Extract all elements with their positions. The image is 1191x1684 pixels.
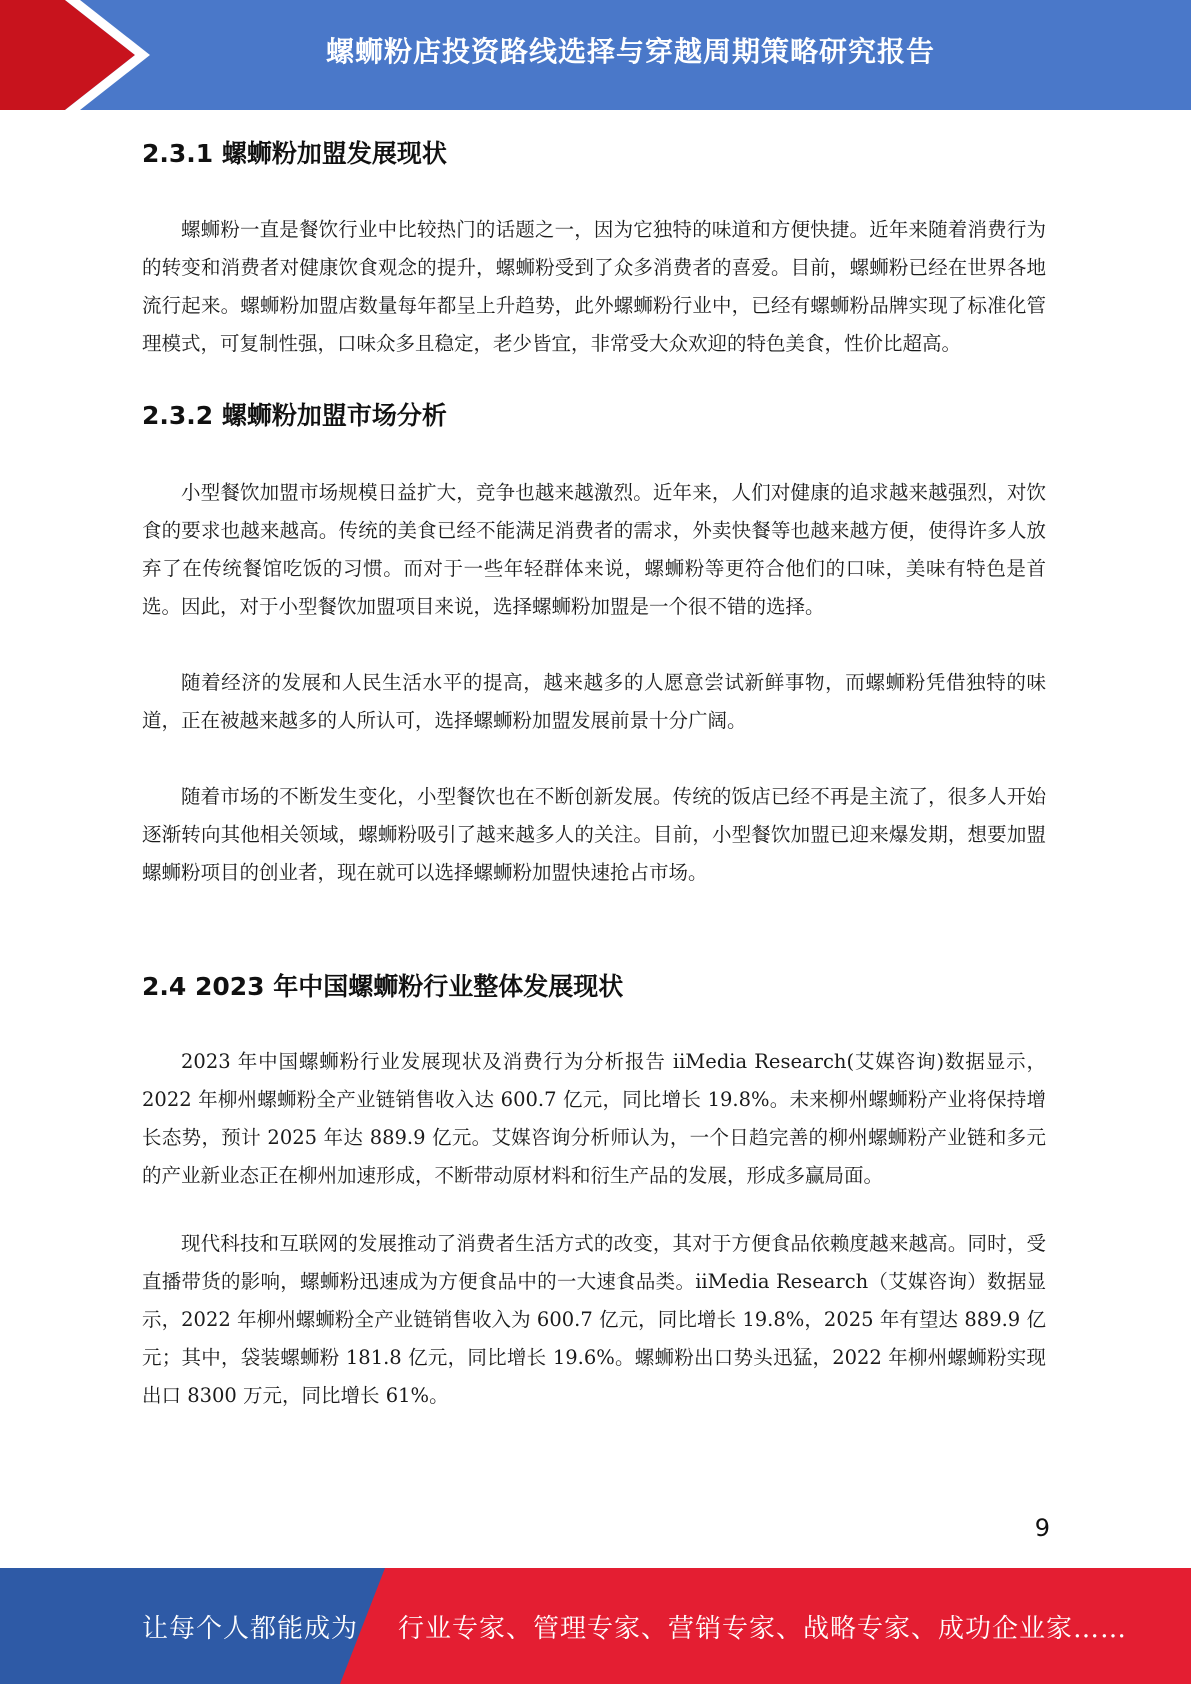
paragraph: 小型餐饮加盟市场规模日益扩大，竞争也越来越激烈。近年来，人们对健康的追求越来越强烈，对饮食的要求也越来越高。传统的美食已经不能满足消费者的需求，外卖快餐等也越来越方便，使得许多人放弃了在传统餐馆吃饭的习惯。而对于一些年轻群体来说，螺蛳粉等更符合他们的口味，美味有特色是首选。因此，对于小型餐饮加盟项目来说，选择螺蛳粉加盟是一个很不错的选择。 — [142, 481, 1046, 618]
page-number: 9 — [1034, 1514, 1050, 1542]
paragraph: 2023 年中国螺蛳粉行业发展现状及消费行为分析报告 iiMedia Research(艾媒咨询)数据显示，2022 年柳州螺蛳粉全产业链销售收入达 600.7 亿元，同比增长 19.8%。未来柳州螺蛳粉产业将保持增长态势，预计 2025 年达 889.9 亿元。艾媒咨询分析师认为，一个日趋完善的柳州螺蛳粉产业链和多元的产业新业态正在柳州加速形成，不断带动原材料和衍生产品的发展，形成多赢局面。 — [142, 1050, 1046, 1187]
paragraph: 随着市场的不断发生变化，小型餐饮也在不断创新发展。传统的饭店已经不再是主流了，很多人开始逐渐转向其他相关领域，螺蛳粉吸引了越来越多人的关注。目前，小型餐饮加盟已迎来爆发期，想要加盟螺蛳粉项目的创业者，现在就可以选择螺蛳粉加盟快速抢占市场。 — [142, 785, 1046, 884]
section-heading-2-3-1: 2.3.1 螺蛳粉加盟发展现状 — [142, 139, 447, 168]
paragraph: 螺蛳粉一直是餐饮行业中比较热门的话题之一，因为它独特的味道和方便快捷。近年来随着消费行为的转变和消费者对健康饮食观念的提升，螺蛳粉受到了众多消费者的喜爱。目前，螺蛳粉已经在世界各地流行起来。螺蛳粉加盟店数量每年都呈上升趋势，此外螺蛳粉行业中，已经有螺蛳粉品牌实现了标准化管理模式，可复制性强，口味众多且稳定，老少皆宜，非常受大众欢迎的特色美食，性价比超高。 — [142, 218, 1046, 355]
document-body — [142, 118, 1046, 1415]
paragraph: 随着经济的发展和人民生活水平的提高，越来越多的人愿意尝试新鲜事物，而螺蛳粉凭借独特的味道，正在被越来越多的人所认可，选择螺蛳粉加盟发展前景十分广阔。 — [142, 671, 1046, 732]
footer-slogan-left: 让每个人都能成为 — [142, 1613, 359, 1644]
section-heading-2-3-2: 2.3.2 螺蛳粉加盟市场分析 — [142, 401, 447, 430]
page-header — [0, 0, 1191, 110]
paragraph: 现代科技和互联网的发展推动了消费者生活方式的改变，其对于方便食品依赖度越来越高。同时，受直播带货的影响，螺蛳粉迅速成为方便食品中的一大速食品类。iiMedia Research（艾媒咨询）数据显示，2022 年柳州螺蛳粉全产业链销售收入为 600.7 亿元，同比增长 19.8%，2025 年有望达 889.9 亿元；其中，袋装螺蛳粉 181.8 亿元，同比增长 19.6%。螺蛳粉出口势头迅猛，2022 年柳州螺蛳粉实现出口 8300 万元，同比增长 61%。 — [142, 1232, 1046, 1407]
page-footer — [0, 1568, 1191, 1684]
section-heading-2-4: 2.4 2023 年中国螺蛳粉行业整体发展现状 — [142, 972, 624, 1001]
report-title: 螺蛳粉店投资路线选择与穿越周期策略研究报告 — [325, 35, 935, 68]
footer-slogan-right: 行业专家、管理专家、营销专家、战略专家、成功企业家…… — [398, 1613, 1128, 1644]
